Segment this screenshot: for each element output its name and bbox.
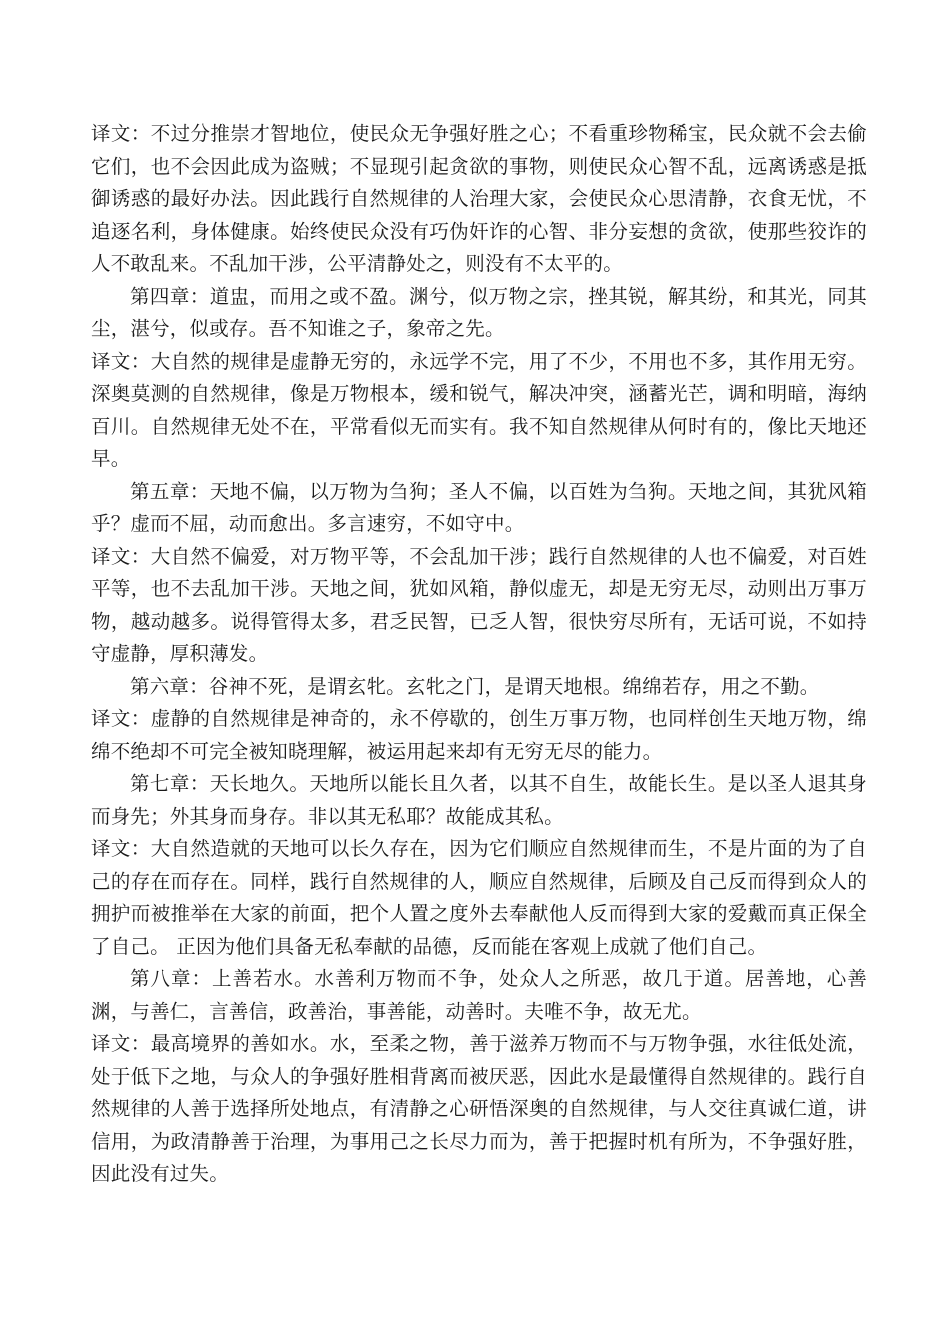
translation-paragraph: 译文：不过分推崇才智地位，使民众无争强好胜之心；不看重珍物稀宝，民众就不会去偷它们，也不会因此成为盗贼；不显现引起贪欲的事物，则使民众心智不乱，远离诱惑是抵御诱惑的最好办法。因此践行自然规律的人治理大家，会使民众心思清静，衣食无忧，不追逐名利，身体健康。始终使民众没有巧伪奸诈的心智、非分妄想的贪欲，使那些狡诈的人不敢乱来。不乱加干涉，公平清静处之，则没有不太平的。 — [91, 122, 867, 275]
translation-paragraph: 译文：大自然的规律是虚静无穷的，永远学不完，用了不少，不用也不多，其作用无穷。深奥莫测的自然规律，像是万物根本，缓和锐气，解决冲突，涵蓄光芒，调和明暗，海纳百川。自然规律无处不在，平常看似无而实有。我不知自然规律从何时有的，像比天地还早。 — [91, 349, 867, 470]
chapter-4-paragraph: 第四章：道盅，而用之或不盈。渊兮，似万物之宗，挫其锐，解其纷，和其光，同其尘，湛兮，似或存。吾不知谁之子，象帝之先。 — [91, 284, 867, 340]
translation-paragraph: 译文：虚静的自然规律是神奇的，永不停歇的，创生万事万物，也同样创生天地万物，绵绵不绝却不可完全被知晓理解，被运用起来却有无穷无尽的能力。 — [91, 707, 867, 763]
translation-paragraph: 译文：大自然不偏爱，对万物平等，不会乱加干涉；践行自然规律的人也不偏爱，对百姓平等，也不去乱加干涉。天地之间，犹如风箱，静似虚无，却是无穷无尽，动则出万事万物，越动越多。说得管得太多，君乏民智，已乏人智，很快穷尽所有，无话可说，不如持守虚静，厚积薄发。 — [91, 544, 867, 665]
document-page — [91, 118, 867, 1191]
translation-paragraph: 译文：最高境界的善如水。水，至柔之物，善于滋养万物而不与万物争强，水往低处流，处于低下之地，与众人的争强好胜相背离而被厌恶，因此水是最懂得自然规律的。践行自然规律的人善于选择所处地点，有清静之心研悟深奥的自然规律，与人交往真诚仁道，讲信用，为政清静善于治理，为事用己之长尽力而为，善于把握时机有所为，不争强好胜，因此没有过失。 — [91, 1032, 867, 1185]
chapter-8-paragraph: 第八章：上善若水。水善利万物而不争，处众人之所恶，故几于道。居善地，心善渊，与善仁，言善信，政善治，事善能，动善时。夫唯不争，故无尤。 — [91, 967, 867, 1023]
chapter-5-paragraph: 第五章：天地不偏，以万物为刍狗；圣人不偏，以百姓为刍狗。天地之间，其犹风箱乎？虚而不屈，动而愈出。多言速穷，不如守中。 — [91, 479, 867, 535]
chapter-6-paragraph: 第六章：谷神不死，是谓玄牝。玄牝之门，是谓天地根。绵绵若存，用之不勤。 — [130, 674, 820, 698]
chapter-7-paragraph: 第七章：天长地久。天地所以能长且久者，以其不自生，故能长生。是以圣人退其身而身先；外其身而身存。非以其无私耶？故能成其私。 — [91, 772, 867, 828]
translation-paragraph: 译文：大自然造就的天地可以长久存在，因为它们顺应自然规律而生，不是片面的为了自己的存在而存在。同样，践行自然规律的人，顺应自然规律，后顾及自己反而得到众人的拥护而被推举在大家的前面，把个人置之度外去奉献他人反而得到大家的爱戴而真正保全了自己。 正因为他们具备无私奉献的品德，反而能在客观上成就了他们自己。 — [91, 837, 867, 958]
